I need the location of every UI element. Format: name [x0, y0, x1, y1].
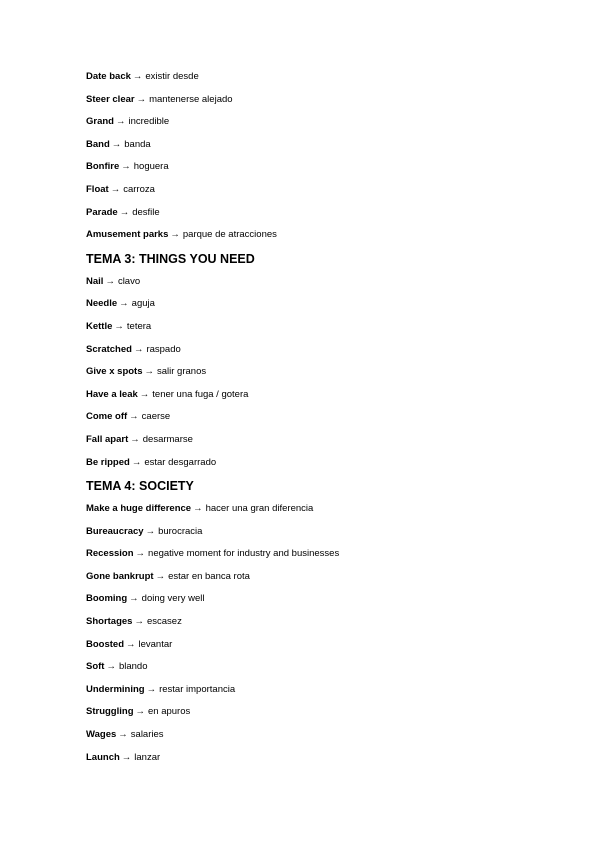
vocab-entry	[86, 276, 566, 288]
vocab-entry	[86, 229, 566, 241]
vocab-term: Undermining	[86, 683, 145, 695]
vocab-entry	[86, 616, 566, 628]
vocab-term: Date back	[86, 71, 131, 82]
vocab-translation: hacer una gran diferencia	[205, 503, 314, 515]
arrow-icon: →	[132, 71, 143, 82]
arrow-icon: →	[118, 729, 128, 741]
vocab-term: Booming	[86, 593, 128, 605]
arrow-icon: →	[133, 343, 144, 355]
vocab-translation: estar desgarrado	[144, 456, 217, 468]
arrow-icon: →	[121, 161, 131, 173]
vocab-term: Make a huge difference	[86, 503, 192, 515]
vocab-term: Be ripped	[86, 456, 130, 468]
vocab-translation: blando	[118, 661, 148, 673]
vocab-term: Band	[86, 138, 110, 150]
vocab-term: Grand	[86, 116, 114, 128]
arrow-icon: →	[129, 593, 139, 605]
arrow-icon: →	[136, 93, 147, 105]
vocab-term: Have a leak	[86, 388, 138, 400]
vocab-entry	[86, 548, 566, 560]
vocab-term: Bureaucracy	[86, 525, 144, 537]
vocab-entry	[86, 457, 566, 469]
vocab-term: Needle	[86, 298, 118, 310]
vocab-translation: existir desde	[145, 71, 199, 82]
vocab-term: Nail	[86, 275, 104, 287]
arrow-icon: →	[134, 616, 144, 628]
vocab-translation: raspado	[146, 343, 181, 355]
arrow-icon: →	[121, 751, 132, 763]
vocab-translation: burocracia	[158, 525, 203, 537]
vocab-term: Steer clear	[86, 93, 135, 105]
vocab-term: Struggling	[86, 706, 134, 718]
vocab-entry	[86, 571, 566, 583]
vocab-term: Parade	[86, 206, 118, 218]
vocab-translation: estar en banca rota	[168, 570, 250, 582]
vocab-translation: desfile	[132, 206, 160, 218]
vocab-translation: tetera	[126, 320, 152, 332]
arrow-icon: →	[129, 411, 139, 423]
vocab-term: Scratched	[86, 343, 132, 355]
vocab-term: Recession	[86, 548, 134, 560]
vocab-translation: incredible	[128, 116, 170, 128]
vocab-entry	[86, 184, 566, 196]
vocab-entry	[86, 298, 566, 310]
vocab-translation: carroza	[123, 183, 155, 195]
vocab-term: Boosted	[86, 638, 124, 650]
vocab-term: Give x spots	[86, 366, 143, 378]
vocab-term: Shortages	[86, 616, 133, 628]
vocab-translation: salir granos	[157, 366, 207, 378]
vocab-entry	[86, 389, 566, 401]
vocab-entry	[86, 139, 566, 151]
vocab-term: Fall apart	[86, 433, 129, 445]
vocab-term: Come off	[86, 411, 128, 423]
vocab-translation: lanzar	[134, 751, 161, 763]
vocab-translation: desarmarse	[142, 433, 193, 445]
arrow-icon: →	[144, 366, 154, 378]
vocab-translation: parque de atracciones	[182, 229, 277, 241]
vocab-term: Kettle	[86, 320, 113, 332]
vocab-translation: restar importancia	[159, 683, 236, 695]
vocab-entry	[86, 639, 566, 651]
vocab-entry	[86, 593, 566, 605]
arrow-icon: →	[114, 320, 124, 332]
section-heading: TEMA 4: SOCIETY	[86, 479, 194, 494]
vocab-term: Amusement parks	[86, 229, 169, 241]
arrow-icon: →	[170, 229, 180, 241]
vocab-entry	[86, 94, 566, 106]
vocab-translation: salaries	[130, 729, 164, 741]
arrow-icon: →	[126, 638, 136, 650]
vocab-translation: caerse	[141, 411, 171, 423]
arrow-icon: →	[131, 456, 142, 468]
vocab-translation: clavo	[117, 275, 141, 287]
arrow-icon: →	[145, 525, 156, 537]
vocab-translation: escasez	[146, 616, 182, 628]
section-heading: TEMA 3: THINGS YOU NEED	[86, 251, 255, 266]
vocab-term: Gone bankrupt	[86, 570, 154, 582]
vocab-entry	[86, 752, 566, 764]
arrow-icon: →	[193, 503, 203, 515]
vocab-translation: negative moment for industry and businesses	[148, 548, 340, 560]
vocab-translation: levantar	[138, 638, 173, 650]
vocab-term: Soft	[86, 661, 105, 673]
arrow-icon: →	[135, 548, 146, 560]
arrow-icon: →	[119, 298, 129, 310]
vocab-translation: aguja	[131, 298, 155, 310]
vocab-translation: tener una fuga / gotera	[152, 388, 249, 400]
vocab-entry	[86, 366, 566, 378]
arrow-icon: →	[111, 138, 122, 150]
vocab-entry	[86, 344, 566, 356]
vocab-entry	[86, 684, 566, 696]
vocab-translation: en apuros	[148, 706, 191, 718]
arrow-icon: →	[135, 706, 145, 718]
vocab-entry	[86, 116, 566, 128]
vocab-entry	[86, 729, 566, 741]
arrow-icon: →	[110, 183, 121, 195]
vocab-translation: banda	[124, 138, 151, 150]
arrow-icon: →	[130, 433, 140, 445]
vocab-translation: mantenerse alejado	[149, 93, 233, 105]
vocab-entry	[86, 661, 566, 673]
vocab-entry	[86, 503, 566, 515]
vocab-entry	[86, 207, 566, 219]
vocab-translation: doing very well	[141, 593, 205, 605]
vocab-term: Bonfire	[86, 161, 120, 173]
vocab-translation: hoguera	[133, 161, 169, 173]
vocab-entry	[86, 71, 566, 83]
vocabulary-list	[86, 71, 566, 774]
vocab-term: Launch	[86, 751, 120, 763]
vocab-entry	[86, 526, 566, 538]
vocab-term: Wages	[86, 729, 117, 741]
vocab-entry	[86, 161, 566, 173]
vocab-entry	[86, 434, 566, 446]
arrow-icon: →	[139, 388, 150, 400]
arrow-icon: →	[146, 683, 157, 695]
arrow-icon: →	[106, 661, 116, 673]
arrow-icon: →	[115, 116, 126, 128]
arrow-icon: →	[155, 570, 166, 582]
vocab-term: Float	[86, 183, 109, 195]
vocab-entry	[86, 321, 566, 333]
arrow-icon: →	[105, 275, 115, 287]
arrow-icon: →	[119, 206, 130, 218]
vocab-entry	[86, 411, 566, 423]
vocab-entry	[86, 706, 566, 718]
